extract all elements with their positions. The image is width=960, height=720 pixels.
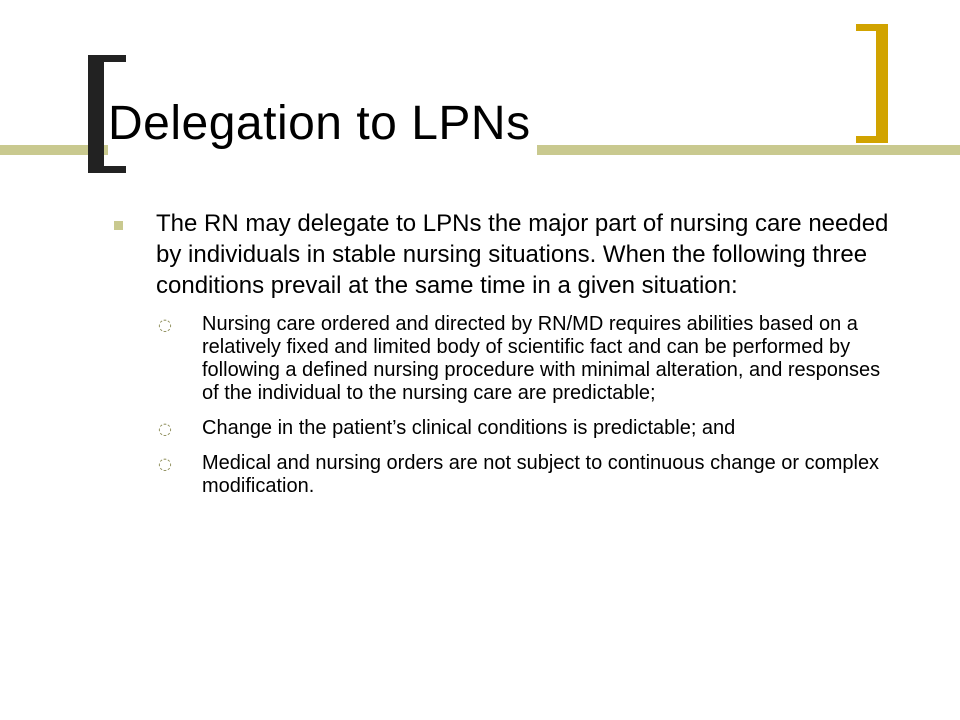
sub-bullet-item	[156, 313, 898, 405]
sub-bullet-text: Nursing care ordered and directed by RN/MD requires abilities based on a relatively fixed and limited body of scientific fact and can be performed by following a defined nursing procedure with minimal alteration, and responses of the individual to the nursing care are predictable;	[202, 313, 881, 404]
right-bracket-bottom	[856, 136, 888, 143]
sub-bullet-text: Medical and nursing orders are not subject to continuous change or complex modification.	[202, 452, 880, 497]
left-bracket-bottom	[88, 166, 126, 173]
ring-bullet-icon: ◌	[158, 315, 172, 334]
right-bracket-decoration	[876, 24, 888, 143]
right-bracket-top	[856, 24, 888, 31]
square-bullet-icon	[114, 221, 123, 230]
slide-title: Delegation to LPNs	[108, 92, 537, 156]
main-bullet-text: The RN may delegate to LPNs the major part of nursing care needed by individuals in stable nursing situations. When the following three conditions prevail at the same time in a given situation:	[156, 210, 889, 299]
left-bracket-top	[88, 55, 126, 62]
ring-bullet-icon: ◌	[158, 454, 172, 473]
left-bracket-decoration	[88, 55, 104, 173]
main-bullet	[108, 208, 898, 301]
sub-bullet-item	[156, 452, 898, 498]
slide-content	[108, 208, 898, 510]
sub-bullet-item	[156, 417, 898, 440]
ring-bullet-icon: ◌	[158, 419, 172, 438]
sub-bullet-text: Change in the patient’s clinical conditions is predictable; and	[202, 417, 736, 439]
sub-bullet-list	[108, 313, 898, 498]
